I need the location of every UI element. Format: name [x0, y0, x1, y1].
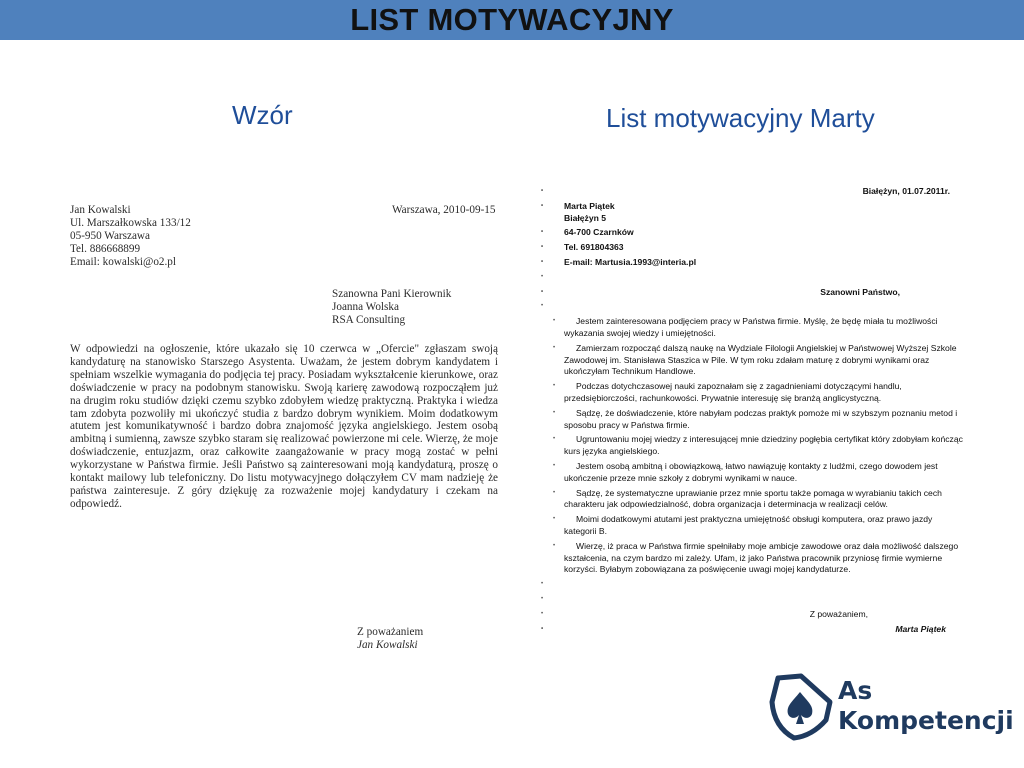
spade-card-icon: [768, 672, 834, 742]
letter-paragraph: • Podczas dotychczasowej nauki zapoznałam się z zagadnieniami dotyczącymi handlu, przedsiębiorczości, rachunkowości. Prywatnie interesuję się branżą anglicystyczną.: [540, 381, 964, 405]
sender-line: Email: kowalski@o2.pl: [70, 255, 177, 268]
as-kompetencji-logo: [768, 672, 1014, 742]
sender-line: Tel. 886668899: [70, 242, 141, 255]
marta-letter: [540, 186, 964, 635]
letter-paragraph: • Zamierzam rozpocząć dalszą naukę na Wydziale Filologii Angielskiej w Państwowej Wyższej Szkole Zawodowej im. Stanisława Staszica w Pile. W tym roku zdałam maturę z dobrymi wynikami oraz ukończyłam Technikum Handlowe.: [540, 343, 964, 378]
sample-letter-image: [70, 200, 510, 660]
letter-paragraph: • Moimi dodatkowymi atutami jest praktyczna umiejętność obsługi komputera, oraz prawo jazdy kategorii B.: [540, 514, 964, 538]
letter-paragraph: • Ugruntowaniu mojej wiedzy z interesującej mnie dziedziny pogłębia certyfikat który zdobyłam kończąc kurs języka angielskiego.: [540, 434, 964, 458]
subtitle-template: Wzór: [232, 100, 293, 130]
logo-text-kompetencji: Kompetencji: [838, 706, 1014, 735]
logo-text-as: As: [838, 676, 873, 705]
letter-signature: • Marta Piątek: [540, 624, 964, 636]
sender-line: Jan Kowalski: [70, 204, 131, 216]
empty-bullet: [540, 272, 964, 284]
letter-postcode: • 64-700 Czarnków: [540, 227, 964, 239]
empty-bullet: [540, 301, 964, 313]
sender-address: [70, 204, 191, 269]
letter-email: • E-mail: Martusia.1993@interia.pl: [540, 257, 964, 269]
recipient-line: Joanna Wolska: [332, 300, 399, 313]
sample-date: Warszawa, 2010-09-15: [392, 204, 496, 216]
sender-line: 05-950 Warszawa: [70, 229, 150, 242]
letter-street: Białężyn 5: [564, 212, 607, 223]
slide-title: LIST MOTYWACYJNY: [350, 2, 674, 37]
letter-name-block: [540, 201, 964, 225]
letter-salutation: • Szanowni Państwo,: [540, 287, 964, 299]
empty-bullet: [540, 579, 964, 591]
letter-closing: • Z poważaniem,: [540, 609, 964, 621]
sample-closing: [357, 626, 423, 652]
sender-line: Ul. Marszałkowska 133/12: [70, 216, 191, 229]
subtitle-marta-letter: List motywacyjny Marty: [606, 103, 875, 133]
letter-name: Marta Piątek: [564, 200, 615, 211]
signature: Jan Kowalski: [357, 638, 418, 651]
letter-paragraph: • Sądzę, że systematyczne uprawianie przez mnie sportu także pomaga w wyrabianiu takich cech charakteru jak odpowiedzialność, dobra organizacja i determinacja w realizacji celów.: [540, 488, 964, 512]
empty-bullet: [540, 594, 964, 606]
recipient-address: [332, 288, 451, 327]
letter-paragraph: • Jestem osobą ambitną i obowiązkową, łatwo nawiązuję kontakty z ludźmi, czego dowodem jest ukończenie przeze mnie szkoły z dobrymi wynikami w nauce.: [540, 461, 964, 485]
closing-text: Z poważaniem: [357, 626, 424, 638]
sample-letter-body: W odpowiedzi na ogłoszenie, które ukazało się 10 czerwca w „Ofercie" zgłaszam swoją kandydaturę na stanowisko Starszego Asystenta. Uważam, że jestem dobrym kandydatem i spełniam wszelkie wymagania do podjęcia tej pracy. Posiadam wykształcenie kierunkowe, oraz doświadczenie w pracy na podobnym stanowisku. Swoją karierę zawodową rozpocząłem już na drugim roku studiów dzięki czemu szybko zdobyłem wiedzę praktyczną. Praktyka i wiedza tam zdobyta pozwoliły mi ukończyć studia z bardzo dobrym wynikiem. Moim dodatkowym atutem jest komunikatywność i bardzo dobra znajomość języka angielskiego. Jestem osobą ambitną i sumienną, zawsze szybko staram się realizować powierzone mi cele. Wierzę, że moje doświadczenie, entuzjazm, oraz całkowite zaangażowanie w pracy mogą zostać w pełni wykorzystane w Państwa firmie. Jeśli Państwo są zainteresowani moją kandydaturą, proszę o kontakt mailowy lub telefoniczny. Do listu motywacyjnego dołączyłem CV mam nadzieję że państwa zainteresuje. Z góry dziękuję za rozważenie mojej kandydatury i czekam na odpowiedź.: [70, 343, 498, 510]
letter-paragraph: • Sądzę, że doświadczenie, które nabyłam podczas praktyk pomoże mi w szybszym poznaniu metod i sposobu pracy w Państwa firmie.: [540, 408, 964, 432]
letter-date: • Białężyn, 01.07.2011r.: [540, 186, 964, 198]
letter-phone: • Tel. 691804363: [540, 242, 964, 254]
letter-paragraph: • Jestem zainteresowana podjęciem pracy w Państwa firmie. Myślę, że będę miała tu możliwości wykazania swojej wiedzy i umiejętności.: [540, 316, 964, 340]
recipient-line: Szanowna Pani Kierownik: [332, 288, 452, 300]
recipient-line: RSA Consulting: [332, 313, 406, 326]
letter-paragraph: • Wierzę, iż praca w Państwa firmie spełniłaby moje ambicje zawodowe oraz dała możliwość dalszego kształcenia, na czym bardzo mi zależy. Ufam, iż jako Państwa pracownik przyniosę firmie wymierne korzyści. Byłabym zobowiązana za poświęcenie uwagi mojej kandydaturze.: [540, 541, 964, 576]
